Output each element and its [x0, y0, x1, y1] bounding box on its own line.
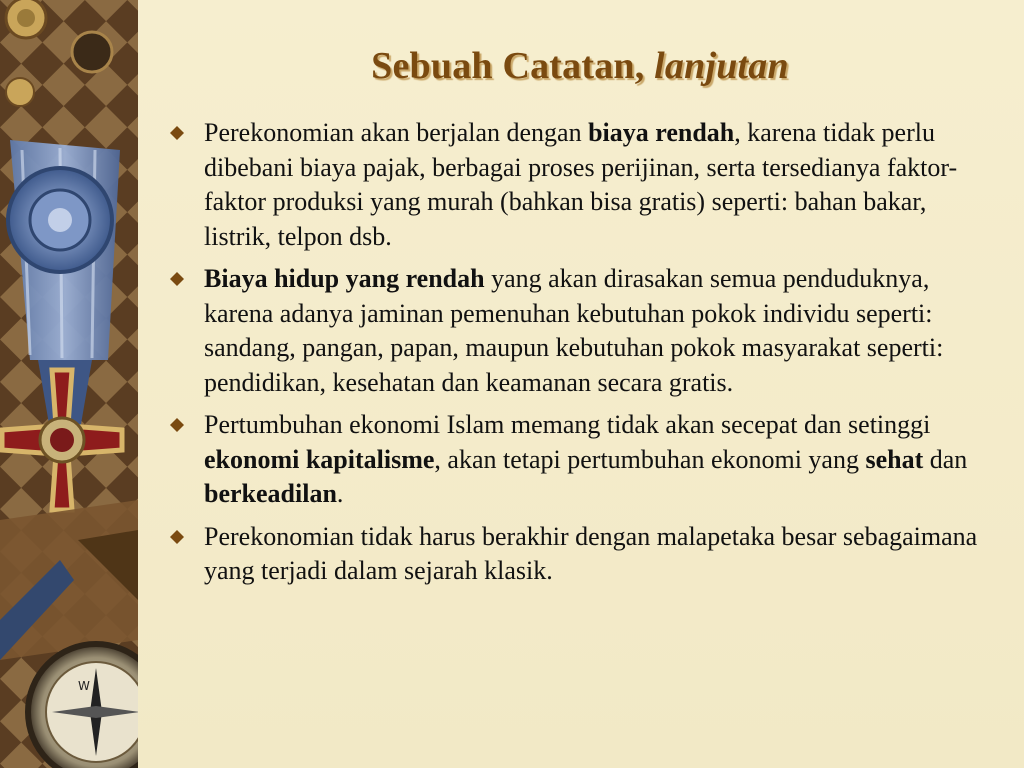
bullet-list — [170, 116, 1000, 597]
bullet-text: Perekonomian tidak harus berakhir dengan malapetaka besar sebagaimana yang terjadi dalam sejarah klasik. — [204, 521, 978, 585]
decorative-medal-collage — [0, 0, 138, 768]
bullet-text: dan — [923, 444, 968, 474]
medal-collage-illustration — [0, 0, 138, 768]
bullet-bold-text: sehat — [865, 444, 924, 474]
bullet-item — [170, 116, 1000, 254]
bullet-bold-text: ekonomi kapitalisme — [204, 444, 435, 474]
bullet-text: Pertumbuhan ekonomi Islam memang tidak akan secepat dan setinggi — [204, 410, 931, 439]
slide-title — [170, 44, 990, 88]
bullet-text: . — [336, 479, 344, 508]
title-italic: lanjutan — [654, 45, 789, 87]
diamond-bullet-icon — [170, 530, 184, 544]
bullet-bold-text: Biaya hidup yang rendah — [204, 264, 485, 293]
diamond-bullet-icon — [170, 126, 184, 140]
diamond-bullet-icon — [170, 418, 184, 432]
svg-text:W: W — [78, 679, 90, 693]
bullet-text: yang akan dirasakan semua penduduknya, karena adanya jaminan pemenuhan kebutuhan pokok individu seperti: sandang, pangan, papan, maupun kebutuhan pokok masyarakat seperti: pendidikan, kesehatan dan keamanan secara gratis. — [204, 264, 944, 397]
bullet-bold-text: berkeadilan — [204, 479, 337, 508]
bullet-item — [170, 408, 1000, 512]
bullet-item — [170, 262, 1000, 400]
bullet-bold-text: biaya rendah — [588, 118, 735, 147]
title-main: Sebuah Catatan, — [371, 45, 655, 87]
bullet-text: , akan tetapi pertumbuhan ekonomi yang — [434, 444, 866, 474]
bullet-text: Perekonomian akan berjalan dengan — [204, 118, 589, 147]
bullet-item — [170, 520, 1000, 589]
bullet-text: , karena tidak perlu dibebani biaya pajak, berbagai proses perijinan, serta tersedianya faktor-faktor produksi yang murah (bahkan bisa gratis) seperti: bahan bakar, listrik, telpon dsb. — [204, 118, 958, 251]
diamond-bullet-icon — [170, 272, 184, 286]
